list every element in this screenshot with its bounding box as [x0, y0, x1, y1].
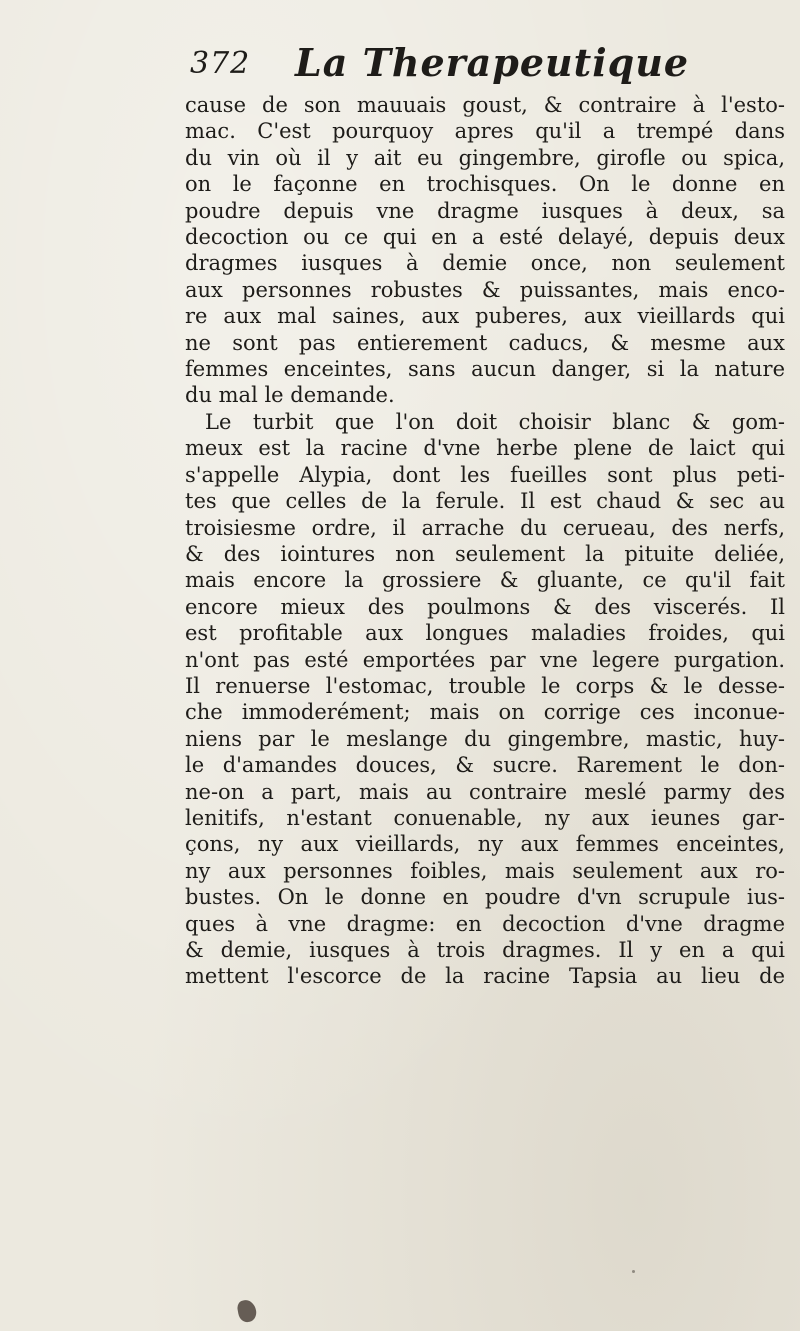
text-line: ne sont pas entierement caducs, & mesme aux	[185, 330, 785, 355]
text-line: Il renuerse l'estomac, trouble le corps & le desse-	[185, 673, 785, 698]
page-header	[190, 40, 750, 100]
text-line: encore mieux des poulmons & des viscerés. Il	[185, 594, 785, 619]
text-line: dragmes iusques à demie once, non seulement	[185, 251, 785, 276]
text-line: mac. C'est pourquoy apres qu'il a trempé dans	[185, 119, 785, 144]
text-line: du vin où il y ait eu gingembre, girofle ou spica,	[185, 145, 785, 170]
text-line: re aux mal saines, aux puberes, aux vieillards qui	[185, 304, 785, 329]
text-line: mais encore la grossiere & gluante, ce qu'il fait	[185, 568, 785, 593]
text-line: aux personnes robustes & puissantes, mais enco-	[185, 277, 785, 302]
text-line: mettent l'escorce de la racine Tapsia au lieu de	[185, 964, 785, 989]
text-line: le d'amandes douces, & sucre. Rarement le don-	[185, 753, 785, 778]
text-line: che immoderément; mais on corrige ces inconue-	[185, 700, 785, 725]
text-line: meux est la racine d'vne herbe plene de laict qui	[185, 436, 785, 461]
text-line: çons, ny aux vieillards, ny aux femmes enceintes,	[185, 832, 785, 857]
text-line: du mal le demande.	[185, 383, 395, 408]
text-line: & des iointures non seulement la pituite deliée,	[185, 541, 785, 566]
text-line: & demie, iusques à trois dragmes. Il y en a qui	[185, 938, 785, 962]
ink-speck	[632, 1270, 635, 1273]
text-line: cause de son mauuais goust, & contraire à l'esto-	[185, 93, 785, 117]
text-line: ny aux personnes foibles, mais seulement aux ro-	[185, 858, 785, 883]
text-line: est profitable aux longues maladies froides, qui	[185, 621, 785, 646]
text-line: bustes. On le donne en poudre d'vn scrupule ius-	[185, 885, 785, 910]
text-line: n'ont pas esté emportées par vne legere purgation.	[185, 647, 785, 672]
body-text	[185, 92, 785, 990]
text-line: troisiesme ordre, il arrache du cerueau, des nerfs,	[185, 515, 785, 540]
text-line: tes que celles de la ferule. Il est chaud & sec au	[185, 489, 785, 514]
text-line: s'appelle Alypia, dont les fueilles sont plus peti-	[185, 462, 785, 487]
text-line: lenitifs, n'estant conuenable, ny aux ieunes gar-	[185, 805, 785, 830]
page-number: 372	[190, 46, 251, 81]
ink-blot	[236, 1299, 258, 1324]
text-line: ne-on a part, mais au contraire meslé parmy des	[185, 779, 785, 804]
text-line: femmes enceintes, sans aucun danger, si la nature	[185, 357, 785, 382]
text-line: poudre depuis vne dragme iusques à deux, sa	[185, 198, 785, 223]
running-title: La Therapeutique	[295, 40, 690, 85]
text-line: on le façonne en trochisques. On le donne en	[185, 172, 785, 197]
text-line: niens par le meslange du gingembre, mastic, huy-	[185, 726, 785, 751]
text-line: ques à vne dragme: en decoction d'vne dragme	[185, 911, 785, 936]
text-line: Le turbit que l'on doit choisir blanc & gom-	[205, 409, 785, 434]
text-line: decoction ou ce qui en a esté delayé, depuis deux	[185, 225, 785, 250]
